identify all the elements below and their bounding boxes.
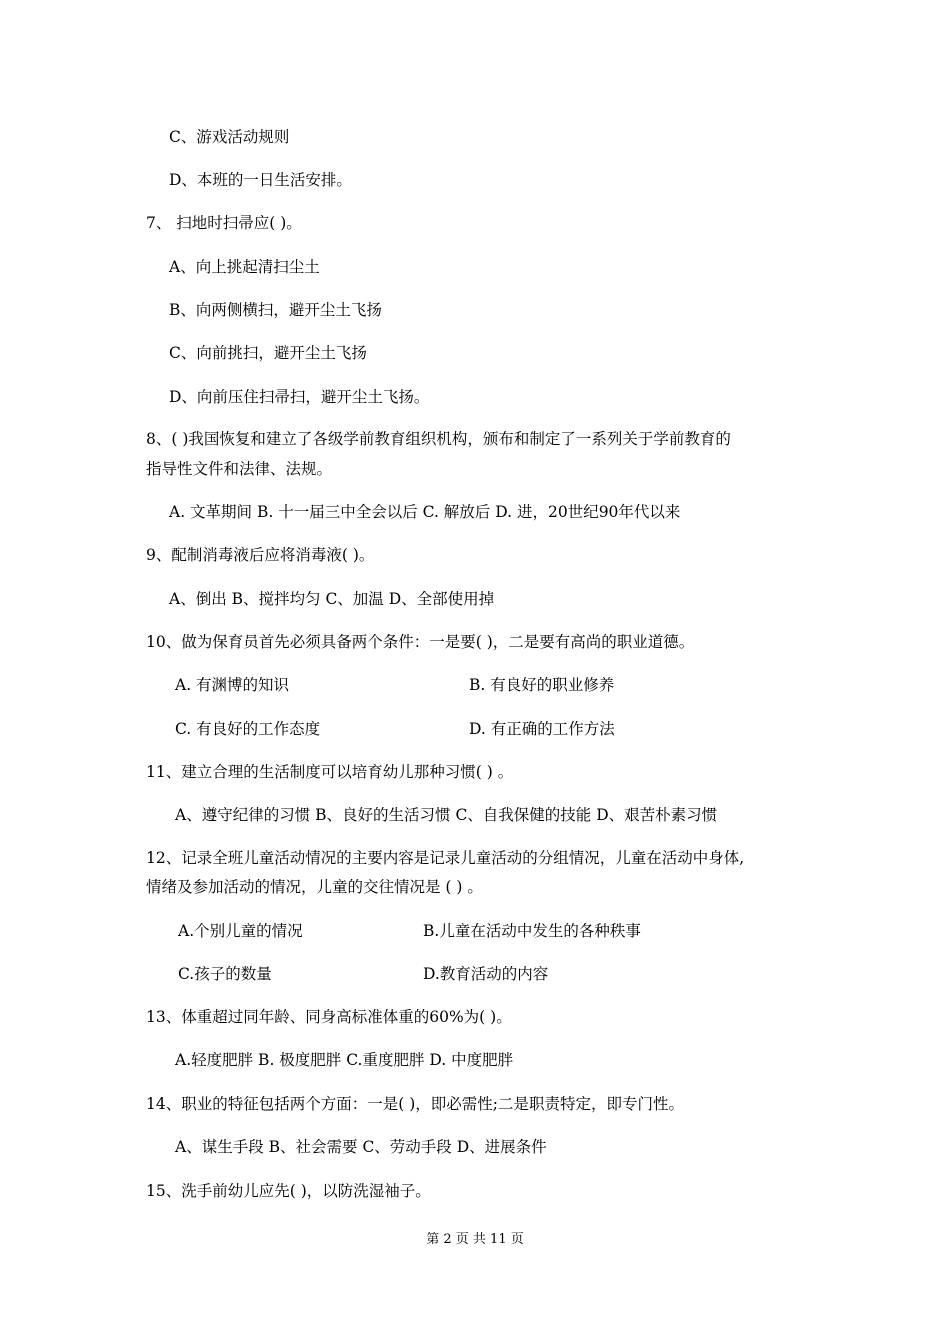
question-13: 13、体重超过同年龄、同身高标准体重的60%为( )。 [146, 1008, 512, 1026]
q10-option-b: B. 有良好的职业修养 [469, 676, 615, 694]
q6-option-c: C、游戏活动规则 [169, 128, 290, 146]
question-15: 15、洗手前幼儿应先( )，以防洗湿袖子。 [146, 1182, 431, 1200]
q7-option-d: D、向前压住扫帚扫，避开尘土飞扬。 [169, 388, 430, 406]
q6-option-d: D、本班的一日生活安排。 [169, 171, 352, 189]
q7-option-b: B、向两侧横扫，避开尘土飞扬 [169, 301, 382, 319]
question-11: 11、建立合理的生活制度可以培育幼儿那种习惯( ) 。 [146, 763, 514, 781]
q8-options: A. 文革期间 B. 十一届三中全会以后 C. 解放后 D. 进，20世纪90年代以来 [169, 503, 681, 521]
page-footer: 第 2 页 共 11 页 [426, 1232, 524, 1247]
q7-option-c: C、向前挑扫，避开尘土飞扬 [169, 344, 367, 362]
question-9: 9、配制消毒液后应将消毒液( )。 [146, 546, 375, 564]
q7-option-a: A、向上挑起清扫尘土 [169, 258, 320, 276]
q10-option-a: A. 有渊博的知识 [175, 676, 290, 694]
question-12-line-1: 12、记录全班儿童活动情况的主要内容是记录儿童活动的分组情况，儿童在活动中身体, [146, 849, 745, 867]
question-14: 14、职业的特征包括两个方面：一是( )，即必需性;二是职责特定，即专门性。 [146, 1095, 684, 1113]
q12-option-a: A.个别儿童的情况 [178, 922, 303, 940]
question-7: 7、 扫地时扫帚应( )。 [146, 214, 302, 232]
question-8-line-2: 指导性文件和法律、法规。 [146, 460, 333, 478]
q12-option-d: D.教育活动的内容 [423, 965, 549, 983]
q10-option-d: D. 有正确的工作方法 [469, 720, 615, 738]
q11-options: A、遵守纪律的习惯 B、良好的生活习惯 C、自我保健的技能 D、艰苦朴素习惯 [175, 806, 718, 824]
question-8-line-1: 8、( )我国恢复和建立了各级学前教育组织机构，颁布和制定了一系列关于学前教育的 [146, 430, 731, 448]
question-10: 10、做为保育员首先必须具备两个条件：一是要( )，二是要有高尚的职业道德。 [146, 633, 695, 651]
q9-options: A、倒出 B、搅拌均匀 C、加温 D、全部使用掉 [169, 590, 495, 608]
q14-options: A、谋生手段 B、社会需要 C、劳动手段 D、进展条件 [175, 1138, 547, 1156]
q12-option-b: B.儿童在活动中发生的各种秩事 [423, 922, 641, 940]
q12-option-c: C.孩子的数量 [178, 965, 272, 983]
question-12-line-2: 情绪及参加活动的情况，儿童的交往情况是 ( ) 。 [146, 878, 483, 896]
q13-options: A.轻度肥胖 B. 极度肥胖 C.重度肥胖 D. 中度肥胖 [175, 1051, 514, 1069]
q10-option-c: C. 有良好的工作态度 [175, 720, 321, 738]
